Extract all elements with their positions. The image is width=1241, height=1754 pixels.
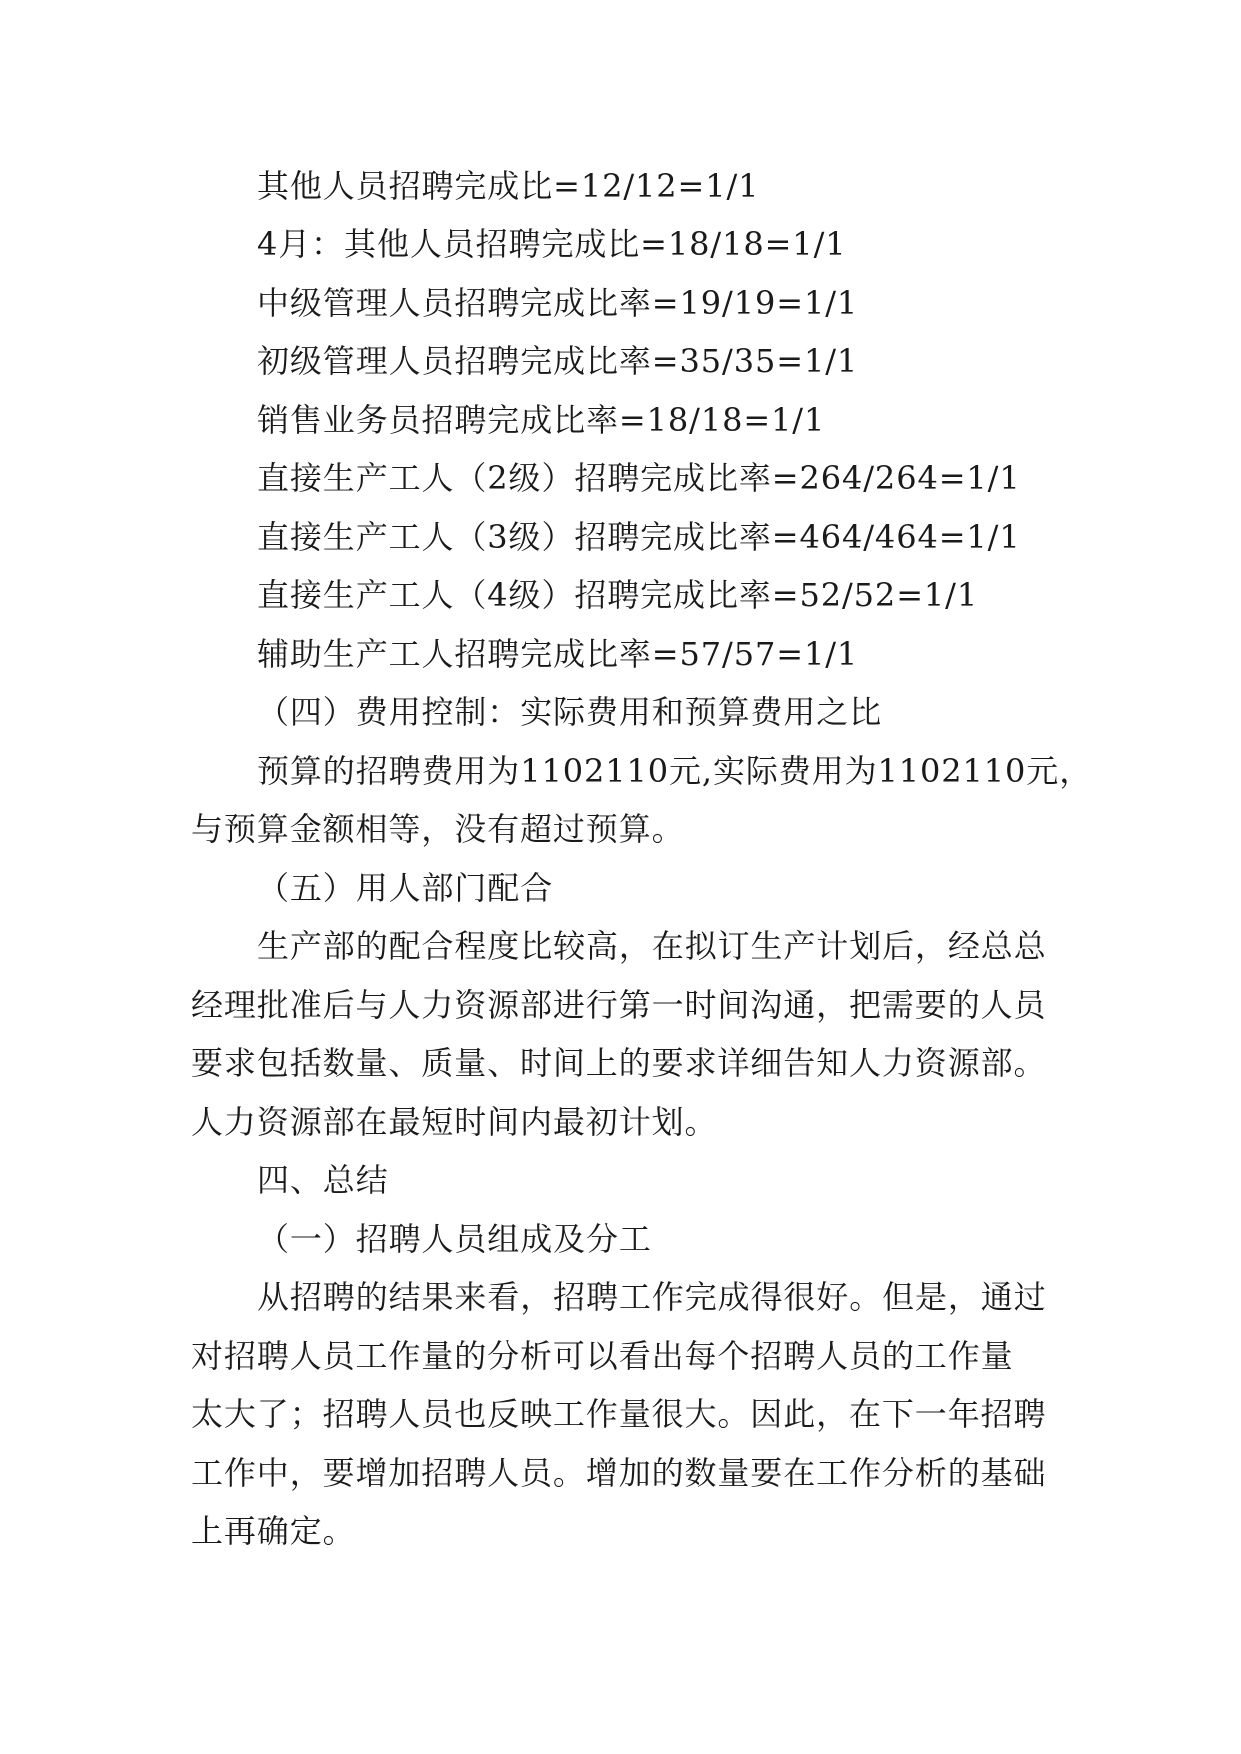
paragraph-summary-line-1: 从招聘的结果来看，招聘工作完成得很好。但是，通过 xyxy=(257,1278,1047,1316)
section-heading-department-cooperation: （五）用人部门配合 xyxy=(257,869,554,907)
paragraph-cooperation-line-1: 生产部的配合程度比较高，在拟订生产计划后，经总总 xyxy=(257,927,1047,965)
section-heading-summary: 四、总结 xyxy=(257,1161,389,1199)
text-line-junior-management-ratio: 初级管理人员招聘完成比率=35/35=1/1 xyxy=(257,342,859,380)
text-line-production-worker-level2-ratio: 直接生产工人（2级）招聘完成比率=264/264=1/1 xyxy=(257,459,1021,497)
paragraph-summary-line-2: 对招聘人员工作量的分析可以看出每个招聘人员的工作量 xyxy=(191,1337,1014,1375)
text-line-production-worker-level3-ratio: 直接生产工人（3级）招聘完成比率=464/464=1/1 xyxy=(257,518,1021,556)
paragraph-summary-line-3: 太大了；招聘人员也反映工作量很大。因此，在下一年招聘 xyxy=(191,1395,1047,1433)
paragraph-summary-line-4: 工作中，要增加招聘人员。增加的数量要在工作分析的基础 xyxy=(191,1454,1047,1492)
text-line-middle-management-ratio: 中级管理人员招聘完成比率=19/19=1/1 xyxy=(257,284,859,322)
text-line-other-staff-ratio: 其他人员招聘完成比=12/12=1/1 xyxy=(257,167,760,205)
paragraph-cooperation-line-2: 经理批准后与人力资源部进行第一时间沟通，把需要的人员 xyxy=(191,986,1047,1024)
section-heading-cost-control: （四）费用控制：实际费用和预算费用之比 xyxy=(257,693,883,731)
text-line-april-other-staff-ratio: 4月：其他人员招聘完成比=18/18=1/1 xyxy=(257,225,847,263)
paragraph-cooperation-line-3: 要求包括数量、质量、时间上的要求详细告知人力资源部。 xyxy=(191,1044,1047,1082)
paragraph-summary-line-5: 上再确定。 xyxy=(191,1512,356,1550)
paragraph-budget-line-2: 与预算金额相等，没有超过预算。 xyxy=(191,810,685,848)
section-heading-recruiter-composition: （一）招聘人员组成及分工 xyxy=(257,1220,652,1258)
text-line-production-worker-level4-ratio: 直接生产工人（4级）招聘完成比率=52/52=1/1 xyxy=(257,576,979,614)
paragraph-cooperation-line-4: 人力资源部在最短时间内最初计划。 xyxy=(191,1103,718,1141)
text-line-sales-staff-ratio: 销售业务员招聘完成比率=18/18=1/1 xyxy=(257,401,826,439)
paragraph-budget-line-1: 预算的招聘费用为1102110元,实际费用为1102110元， xyxy=(257,752,1093,790)
text-line-auxiliary-worker-ratio: 辅助生产工人招聘完成比率=57/57=1/1 xyxy=(257,635,859,673)
